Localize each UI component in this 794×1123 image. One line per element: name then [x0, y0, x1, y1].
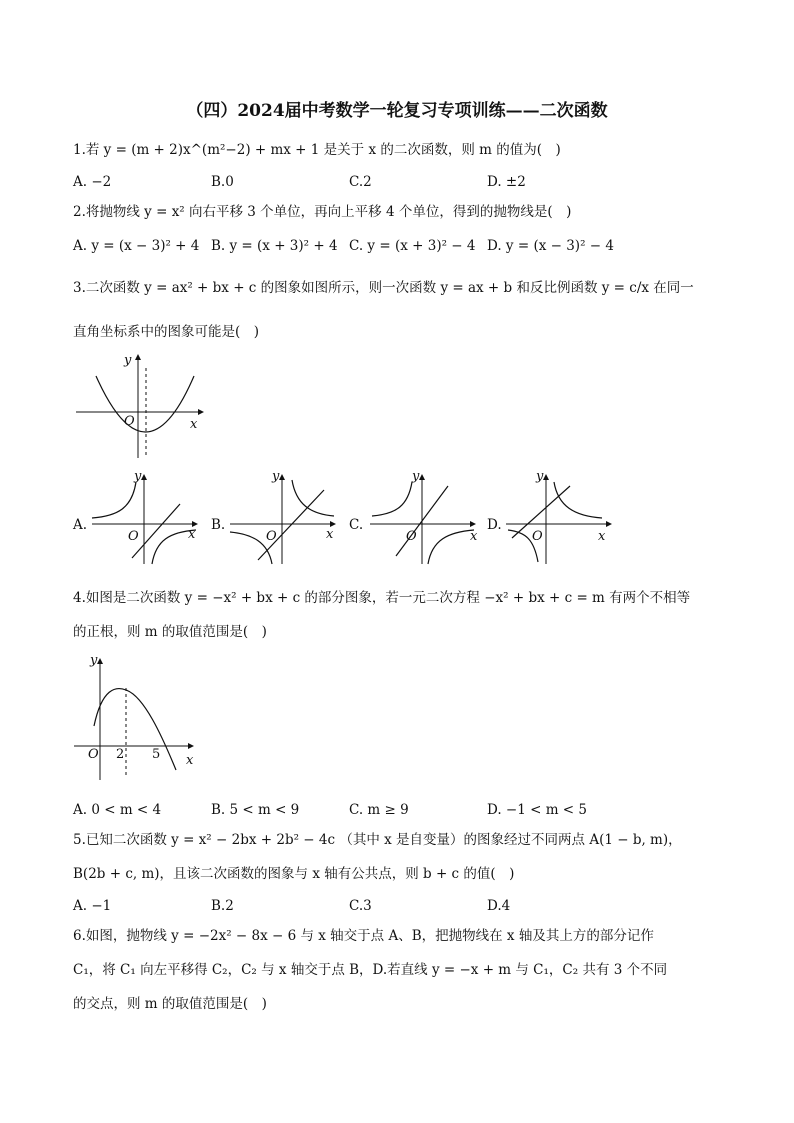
question-3-text-line2: 直角坐标系中的图象可能是( )	[73, 324, 260, 340]
question-1-option-b: B.0	[211, 174, 234, 190]
y-axis-label: y	[124, 353, 132, 368]
x-axis-arrow	[198, 409, 204, 415]
svg-text:x: x	[470, 529, 478, 544]
svg-text:O: O	[406, 529, 417, 544]
question-1-text: 1.若 y = (m + 2)x^(m²−2) + mx + 1 是关于 x 的二次函数，则 m 的值为( )	[73, 142, 561, 158]
question-1-option-c: C.2	[349, 174, 372, 190]
svg-text:O: O	[532, 529, 543, 544]
question-5-text-line2: B(2b + c, m)，且该二次函数的图象与 x 轴有公共点，则 b + c 的值( )	[73, 866, 515, 882]
question-1-option-a: A. −2	[73, 174, 112, 190]
question-4-text-line2: 的正根，则 m 的取值范围是( )	[73, 624, 267, 640]
question-6-text-line2: C₁，将 C₁ 向左平移得 C₂，C₂ 与 x 轴交于点 B，D.若直线 y = −x + m 与 C₁，C₂ 共有 3 个不同	[73, 962, 668, 978]
question-4-option-b: B. 5 < m < 9	[211, 802, 300, 818]
parabola-curve	[96, 376, 194, 432]
question-4-text-line1: 4.如图是二次函数 y = −x² + bx + c 的部分图象，若一元二次方程 −x² + bx + c = m 有两个不相等	[73, 590, 691, 606]
question-4-parabola-figure	[72, 652, 202, 780]
question-3-parabola-figure	[72, 350, 212, 462]
svg-text:O: O	[88, 747, 99, 762]
svg-text:O: O	[266, 529, 277, 544]
question-3-option-d-figure	[502, 468, 620, 568]
question-2-option-c: C. y = (x + 3)² − 4	[349, 238, 476, 254]
origin-label: O	[124, 414, 135, 429]
page-title: （四）2024届中考数学一轮复习专项训练——二次函数	[186, 101, 608, 121]
svg-text:y: y	[272, 469, 280, 484]
question-3-option-d-label: D.	[487, 517, 502, 533]
hyperbola-branch-upper-left	[92, 482, 136, 518]
question-5-option-b: B.2	[211, 898, 234, 914]
question-5-option-a: A. −1	[73, 898, 112, 914]
svg-text:O: O	[128, 529, 139, 544]
question-3-option-a-figure	[88, 468, 206, 568]
question-6-text-line3: 的交点，则 m 的取值范围是( )	[73, 996, 267, 1012]
question-1-option-d: D. ±2	[487, 174, 526, 190]
question-5-text-line1: 5.已知二次函数 y = x² − 2bx + 2b² − 4c （其中 x 是自变量）的图象经过不同两点 A(1 − b, m)，	[73, 832, 682, 848]
question-2-text: 2.将抛物线 y = x² 向右平移 3 个单位，再向上平移 4 个单位，得到的抛物线是( )	[73, 204, 572, 220]
question-5-option-d: D.4	[487, 898, 511, 914]
hyperbola-branch-lower-right	[428, 530, 474, 564]
svg-text:y: y	[134, 469, 142, 484]
svg-text:x: x	[326, 527, 334, 542]
hyperbola-branch-upper-left	[372, 482, 412, 516]
tick-label-2: 2	[116, 747, 125, 762]
question-3-option-b-figure	[226, 468, 344, 568]
question-3-option-a-label: A.	[73, 517, 88, 533]
x-axis-label: x	[190, 417, 198, 432]
svg-text:y: y	[90, 653, 98, 668]
question-4-option-a: A. 0 < m < 4	[73, 802, 162, 818]
parabola-curve	[94, 689, 176, 770]
question-6-text-line1: 6.如图，抛物线 y = −2x² − 8x − 6 与 x 轴交于点 A、B，把抛物线在 x 轴及其上方的部分记作	[73, 928, 654, 944]
question-2-option-a: A. y = (x − 3)² + 4	[73, 238, 200, 254]
svg-text:x: x	[598, 529, 606, 544]
question-4-option-d: D. −1 < m < 5	[487, 802, 588, 818]
question-3-text-line1: 3.二次函数 y = ax² + bx + c 的图象如图所示，则一次函数 y = ax + b 和反比例函数 y = c/x 在同一	[73, 280, 694, 296]
svg-text:x: x	[186, 753, 194, 768]
tick-label-5: 5	[152, 747, 161, 762]
hyperbola-branch-upper-right	[554, 482, 602, 518]
question-2-option-d: D. y = (x − 3)² − 4	[487, 238, 614, 254]
svg-text:x: x	[188, 527, 196, 542]
question-4-option-c: C. m ≥ 9	[349, 802, 409, 818]
line-graph	[258, 490, 324, 560]
hyperbola-branch-upper-right	[292, 480, 334, 516]
question-5-option-c: C.3	[349, 898, 372, 914]
svg-text:y: y	[412, 469, 420, 484]
question-3-option-c-figure	[366, 468, 484, 568]
question-3-option-c-label: C.	[349, 517, 364, 533]
question-3-option-b-label: B.	[211, 517, 226, 533]
y-axis-arrow	[135, 354, 141, 360]
svg-text:y: y	[536, 469, 544, 484]
question-2-option-b: B. y = (x + 3)² + 4	[211, 238, 338, 254]
